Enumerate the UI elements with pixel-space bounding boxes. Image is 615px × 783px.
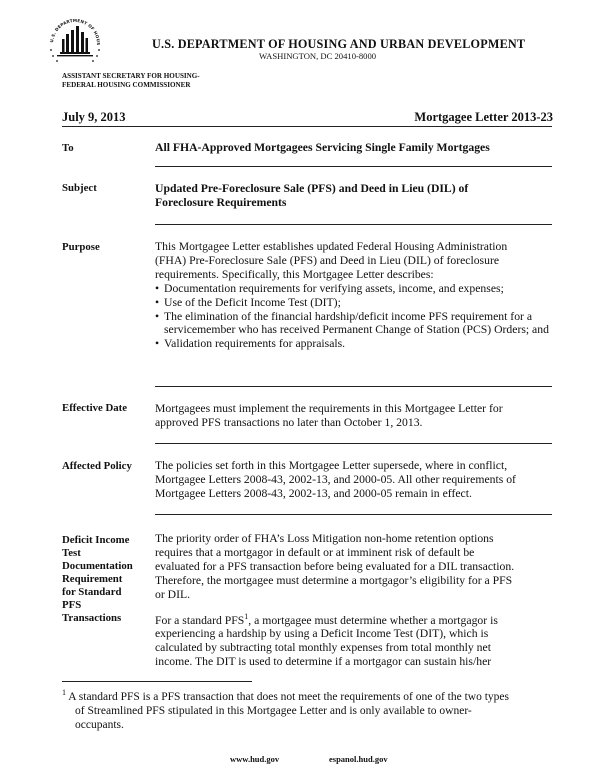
dit-p1-line: Therefore, the mortgagee must determine a mortgagor’s eligibility for a PFS xyxy=(155,573,513,587)
hud-seal-logo xyxy=(44,8,106,74)
purpose-intro-1: This Mortgagee Letter establishes updated Federal Housing Administration xyxy=(155,240,508,253)
purpose-bullet: • The elimination of the financial hardship/deficit income PFS requirement for a servicemember who has received Permanent Change of Station (PCS) Orders; and xyxy=(155,310,550,338)
divider xyxy=(155,443,552,444)
purpose-bullet: • Validation requirements for appraisals. xyxy=(155,337,550,351)
footnote-reference[interactable]: 1 xyxy=(244,611,249,621)
espanol-website-link[interactable]: espanol.hud.gov xyxy=(329,754,388,764)
effective-date-line-1: Mortgagees must implement the requirements in this Mortgagee Letter for xyxy=(155,402,503,415)
subject-text xyxy=(155,182,550,210)
agency-address: WASHINGTON, DC 20410-8000 xyxy=(259,51,377,61)
footnote-divider xyxy=(62,681,252,682)
dit-p2-line: calculated by subtracting total monthly expenses from total monthly net xyxy=(155,641,491,655)
footnote-line-1 xyxy=(62,690,554,704)
subject-line-1: Updated Pre-Foreclosure Sale (PFS) and Deed in Lieu (DIL) of xyxy=(155,182,469,195)
purpose-bullet-list xyxy=(155,282,550,352)
footnote xyxy=(62,690,554,732)
purpose-text xyxy=(155,240,550,351)
footnote-text-1: A standard PFS is a PFS transaction that does not meet the requirements of one of the two types xyxy=(66,691,510,703)
dit-label-line: Deficit Income xyxy=(62,534,130,546)
divider xyxy=(155,224,552,225)
purpose-bullet: • Use of the Deficit Income Test (DIT); xyxy=(155,296,550,310)
affected-policy-line-1: The policies set forth in this Mortgagee Letter supersede, where in conflict, xyxy=(155,459,508,472)
dit-p2-start: For a standard PFS xyxy=(155,613,245,627)
dit-label-line: for Standard xyxy=(62,586,122,598)
footnote-mark: 1 xyxy=(62,688,66,698)
subject-label: Subject xyxy=(62,182,97,194)
affected-policy-label: Affected Policy xyxy=(62,460,132,472)
dit-paragraph-2 xyxy=(155,611,550,670)
divider xyxy=(155,514,552,515)
purpose-intro-3: requirements. Specifically, this Mortgagee Letter describes: xyxy=(155,267,434,281)
purpose-label: Purpose xyxy=(62,241,100,253)
assistant-line-2: FEDERAL HOUSING COMMISSIONER xyxy=(62,80,191,89)
dit-p2-line xyxy=(155,611,550,628)
divider xyxy=(155,166,552,167)
to-label: To xyxy=(62,142,74,154)
divider xyxy=(155,386,552,387)
effective-date-text xyxy=(155,402,550,430)
dit-paragraph-1 xyxy=(155,532,550,602)
assistant-line-1: ASSISTANT SECRETARY FOR HOUSING- xyxy=(62,72,200,80)
dit-label-line: Documentation xyxy=(62,560,133,572)
mortgagee-letter-number: Mortgagee Letter 2013-23 xyxy=(414,110,553,124)
affected-policy-line-3: Mortgagee Letters 2008-43, 2002-13, and 2000-05 remain in effect. xyxy=(155,486,472,500)
dit-section-label xyxy=(62,534,142,625)
purpose-bullet: • Documentation requirements for verifying assets, income, and expenses; xyxy=(155,282,550,296)
dit-p1-line: The priority order of FHA’s Loss Mitigation non-home retention options xyxy=(155,532,494,545)
dit-p2-line1-rest: , a mortgagee must determine whether a mortgagor is xyxy=(248,613,498,627)
dit-label-line: PFS xyxy=(62,599,82,611)
divider xyxy=(62,126,552,127)
dit-p2-line: income. The DIT is used to determine if a mortgagor can sustain his/her xyxy=(155,655,492,669)
dit-p2-line: experiencing a hardship by using a Deficit Income Test (DIT), which is xyxy=(155,627,489,641)
effective-date-line-2: approved PFS transactions no later than October 1, 2013. xyxy=(155,415,423,429)
assistant-secretary-block xyxy=(62,72,200,89)
dit-p1-line: requires that a mortgagor in default or at imminent risk of default be xyxy=(155,545,475,559)
letter-date: July 9, 2013 xyxy=(62,110,126,124)
seal-ring-text: U.S. DEPARTMENT OF HOUS xyxy=(49,17,102,46)
footnote-line-2: of Streamlined PFS stipulated in this Mortgagee Letter and is only available to owner- xyxy=(75,705,472,717)
dit-label-line: Transactions xyxy=(62,612,122,624)
effective-date-label: Effective Date xyxy=(62,402,128,414)
dit-label-line: Requirement xyxy=(62,573,123,585)
hud-website-link[interactable]: www.hud.gov xyxy=(230,754,280,764)
to-text: All FHA-Approved Mortgagees Servicing Single Family Mortgages xyxy=(155,141,490,154)
footnote-line-3: occupants. xyxy=(75,719,124,731)
dit-section-text xyxy=(155,532,550,669)
purpose-intro-2: (FHA) Pre-Foreclosure Sale (PFS) and Deed in Lieu (DIL) of foreclosure xyxy=(155,253,500,267)
affected-policy-text xyxy=(155,459,550,501)
affected-policy-line-2: Mortgagee Letters 2008-43, 2002-13, and 2000-05. All other requirements of xyxy=(155,472,516,486)
dit-p1-line: evaluated for a PFS transaction before being evaluated for a DIL transaction. xyxy=(155,559,515,573)
dit-label-line: Test xyxy=(62,547,81,559)
agency-title: U.S. DEPARTMENT OF HOUSING AND URBAN DEVELOPMENT xyxy=(152,37,526,51)
dit-p1-line: or DIL. xyxy=(155,587,191,601)
subject-line-2: Foreclosure Requirements xyxy=(155,195,287,209)
